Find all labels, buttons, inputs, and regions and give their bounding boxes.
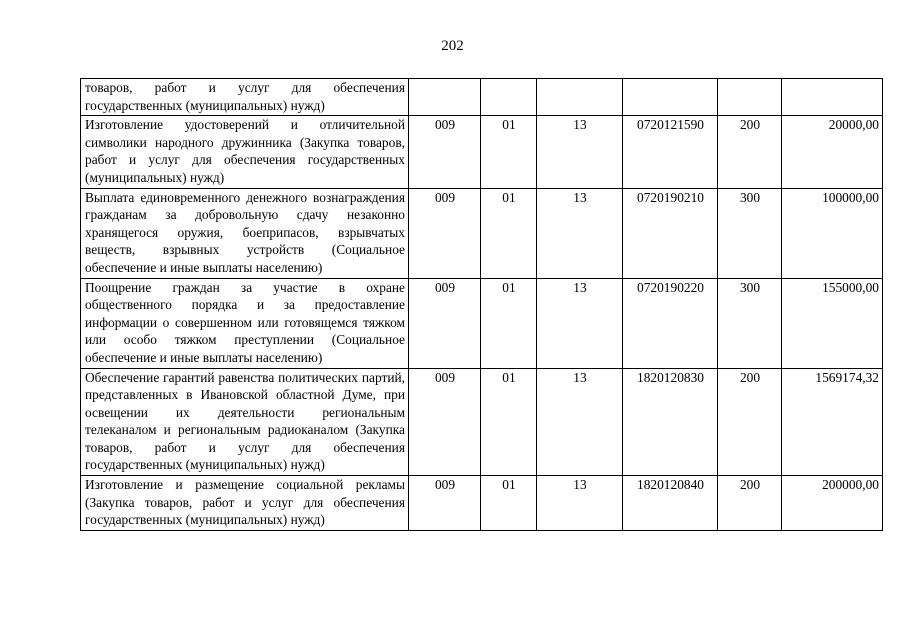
row-ministry-code: 009 [409,278,481,368]
row-subsection-code [537,79,623,116]
row-section-code [481,79,537,116]
table-row [81,79,883,116]
row-description: Обеспечение гарантий равенства политических партий, представленных в Ивановской областной Думе, при освещении их деятельности региональным телеканалом и региональным радиоканалом (Закупка товаров, работ и услуг для обеспечения государственных (муниципальных) нужд) [81,368,409,476]
row-section-code: 01 [481,116,537,188]
row-section-code: 01 [481,278,537,368]
row-target-article-code: 1820120830 [623,368,718,476]
row-expense-type-code: 200 [718,368,782,476]
table-row [81,188,883,278]
page-number: 202 [441,38,464,54]
row-section-code: 01 [481,476,537,531]
row-target-article-code: 0720121590 [623,116,718,188]
budget-table [80,78,883,531]
row-expense-type-code: 200 [718,476,782,531]
row-ministry-code: 009 [409,188,481,278]
row-ministry-code: 009 [409,476,481,531]
row-target-article-code: 0720190210 [623,188,718,278]
row-description: Выплата единовременного денежного вознаграждения гражданам за добровольную сдачу незаконно хранящегося оружия, боеприпасов, взрывчатых веществ, взрывных устройств (Социальное обеспечение и иные выплаты населению) [81,188,409,278]
row-ministry-code: 009 [409,368,481,476]
row-amount: 155000,00 [782,278,883,368]
row-target-article-code: 1820120840 [623,476,718,531]
row-subsection-code: 13 [537,278,623,368]
row-amount: 1569174,32 [782,368,883,476]
row-description: Поощрение граждан за участие в охране общественного порядка и за предоставление информации о совершенном или готовящемся тяжком или особо тяжком преступлении (Социальное обеспечение и иные выплаты населению) [81,278,409,368]
row-amount: 20000,00 [782,116,883,188]
row-target-article-code: 0720190220 [623,278,718,368]
row-description: товаров, работ и услуг для обеспечения государственных (муниципальных) нужд) [81,79,409,116]
row-target-article-code [623,79,718,116]
row-expense-type-code [718,79,782,116]
row-subsection-code: 13 [537,188,623,278]
row-amount: 200000,00 [782,476,883,531]
row-subsection-code: 13 [537,368,623,476]
row-amount [782,79,883,116]
table-row [81,278,883,368]
row-ministry-code: 009 [409,116,481,188]
table-row [81,368,883,476]
row-expense-type-code: 300 [718,188,782,278]
row-description: Изготовление и размещение социальной рекламы (Закупка товаров, работ и услуг для обеспечения государственных (муниципальных) нужд) [81,476,409,531]
row-expense-type-code: 200 [718,116,782,188]
row-section-code: 01 [481,368,537,476]
row-subsection-code: 13 [537,116,623,188]
row-section-code: 01 [481,188,537,278]
table-row [81,476,883,531]
row-expense-type-code: 300 [718,278,782,368]
row-amount: 100000,00 [782,188,883,278]
table-row [81,116,883,188]
row-description: Изготовление удостоверений и отличительной символики народного дружинника (Закупка товаров, работ и услуг для обеспечения государственных (муниципальных) нужд) [81,116,409,188]
row-subsection-code: 13 [537,476,623,531]
row-ministry-code [409,79,481,116]
